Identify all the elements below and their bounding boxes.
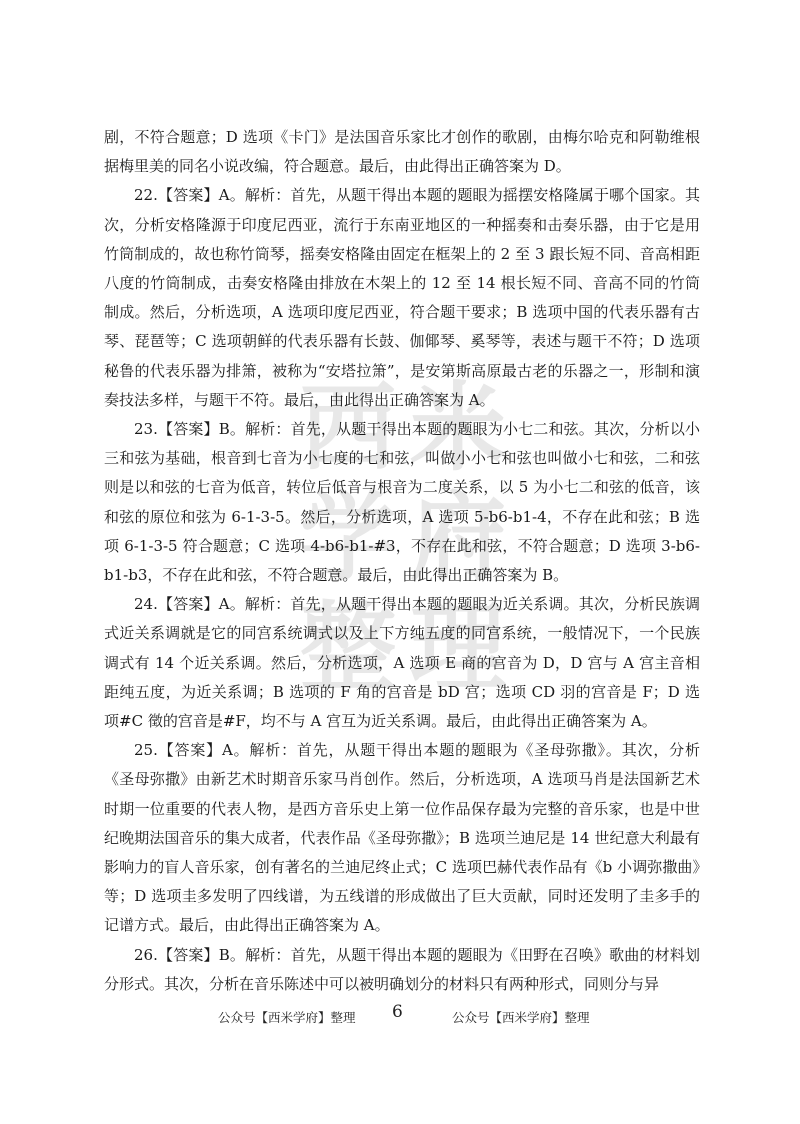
answer-25: 25.【答案】A。解析：首先，从题干得出本题的题眼为《圣母弥撒》。其次，分析《圣母弥撒》由新艺术时期音乐家马肖创作。然后，分析选项，A 选项马肖是法国新艺术时期一位重要的代表人物，是西方音乐史上第一位作品保存最为完整的音乐家，也是中世纪晚期法国音乐的集大成者，代表作品《圣母弥撒》；B 选项兰迪尼是 14 世纪意大利最有影响力的盲人音乐家，创有著名的兰迪尼终止式；C 选项巴赫代表作品有《b 小调弥撒曲》等；D 选项圭多发明了四线谱，为五线谱的形成做出了巨大贡献，同时还发明了圭多手的记谱方式。最后，由此得出正确答案为 A。 — [104, 741, 700, 935]
page-number: 6 — [392, 1002, 403, 1022]
watermark-char: 府 — [410, 482, 506, 594]
watermark-char: 整 — [300, 592, 396, 704]
footer-right-credit: 公众号【西米学府】整理 — [452, 1010, 590, 1025]
page-footer — [0, 1000, 800, 1030]
answer-24: 24.【答案】A。解析：首先，从题干得出本题的题眼为近关系调。其次，分析民族调式近关系调就是它的同宫系统调式以及上下方纯五度的同宫系统，一般情况下，一个民族调式有 14 个近关系调。然后，分析选项，A 选项 E 商的宫音为 D，D 宫与 A 宫主音相距纯五度，为近关系调；B 选项的 F 角的宫音是 bD 宫；选项 CD 羽的宫音是 F；D 选项#C 徵的宫音是#F，均不与 A 宫互为近关系调。最后，由此得出正确答案为 A。 — [104, 595, 700, 731]
answer-26: 26.【答案】B。解析：首先，从题干得出本题的题眼为《田野在召唤》歌曲的材料划分形式。其次，分析在音乐陈述中可以被明确划分的材料只有两种形式，同则分与异 — [104, 945, 700, 993]
watermark-char: 学 — [300, 482, 396, 594]
watermark-char: 米 — [410, 372, 506, 484]
document-body — [104, 123, 700, 999]
watermark-char: 西 — [300, 372, 396, 484]
answer-22: 22.【答案】A。解析：首先，从题干得出本题的题眼为摇摆安格隆属于哪个国家。其次，分析安格隆源于印度尼西亚，流行于东南亚地区的一种摇奏和击奏乐器，由于它是用竹筒制成的，故也称竹筒琴，摇奏安格隆由固定在框架上的 2 至 3 跟长短不同、音高相距八度的竹筒制成，击奏安格隆由排放在木架上的 12 至 14 根长短不同、音高不同的竹筒制成。然后，分析选项，A 选项印度尼西亚，符合题干要求；B 选项中国的代表乐器有古琴、琵琶等；C 选项朝鲜的代表乐器有长鼓、伽倻琴、奚琴等，表述与题干不符；D 选项秘鲁的代表乐器为排箫，被称为“安塔拉箫”，是安第斯高原最古老的乐器之一，形制和演奏技法多样，与题干不符。最后，由此得出正确答案为 A。 — [104, 186, 700, 409]
footer-left-credit: 公众号【西米学府】整理 — [218, 1010, 356, 1025]
paragraph-continuation: 剧，不符合题意；D 选项《卡门》是法国音乐家比才创作的歌剧，由梅尔哈克和阿勒维根据梅里美的同名小说改编，符合题意。最后，由此得出正确答案为 D。 — [104, 128, 700, 176]
watermark-char: 理 — [410, 592, 506, 704]
answer-23: 23.【答案】B。解析：首先，从题干得出本题的题眼为小七二和弦。其次，分析以小三和弦为基础，根音到七音为小七度的七和弦，叫做小小七和弦也叫做小七和弦，二和弦则是以和弦的七音为低音，转位后低音与根音为二度关系，以 5 为小七二和弦的低音，该和弦的原位和弦为 6-1-3-5。然后，分析选项，A 选项 5-b6-b1-4，不存在此和弦；B 选项 6-1-3-5 符合题意；C 选项 4-b6-b1-#3，不存在此和弦，不符合题意；D 选项 3-b6-b1-b3，不存在此和弦，不符合题意。最后，由此得出正确答案为 B。 — [104, 420, 700, 585]
